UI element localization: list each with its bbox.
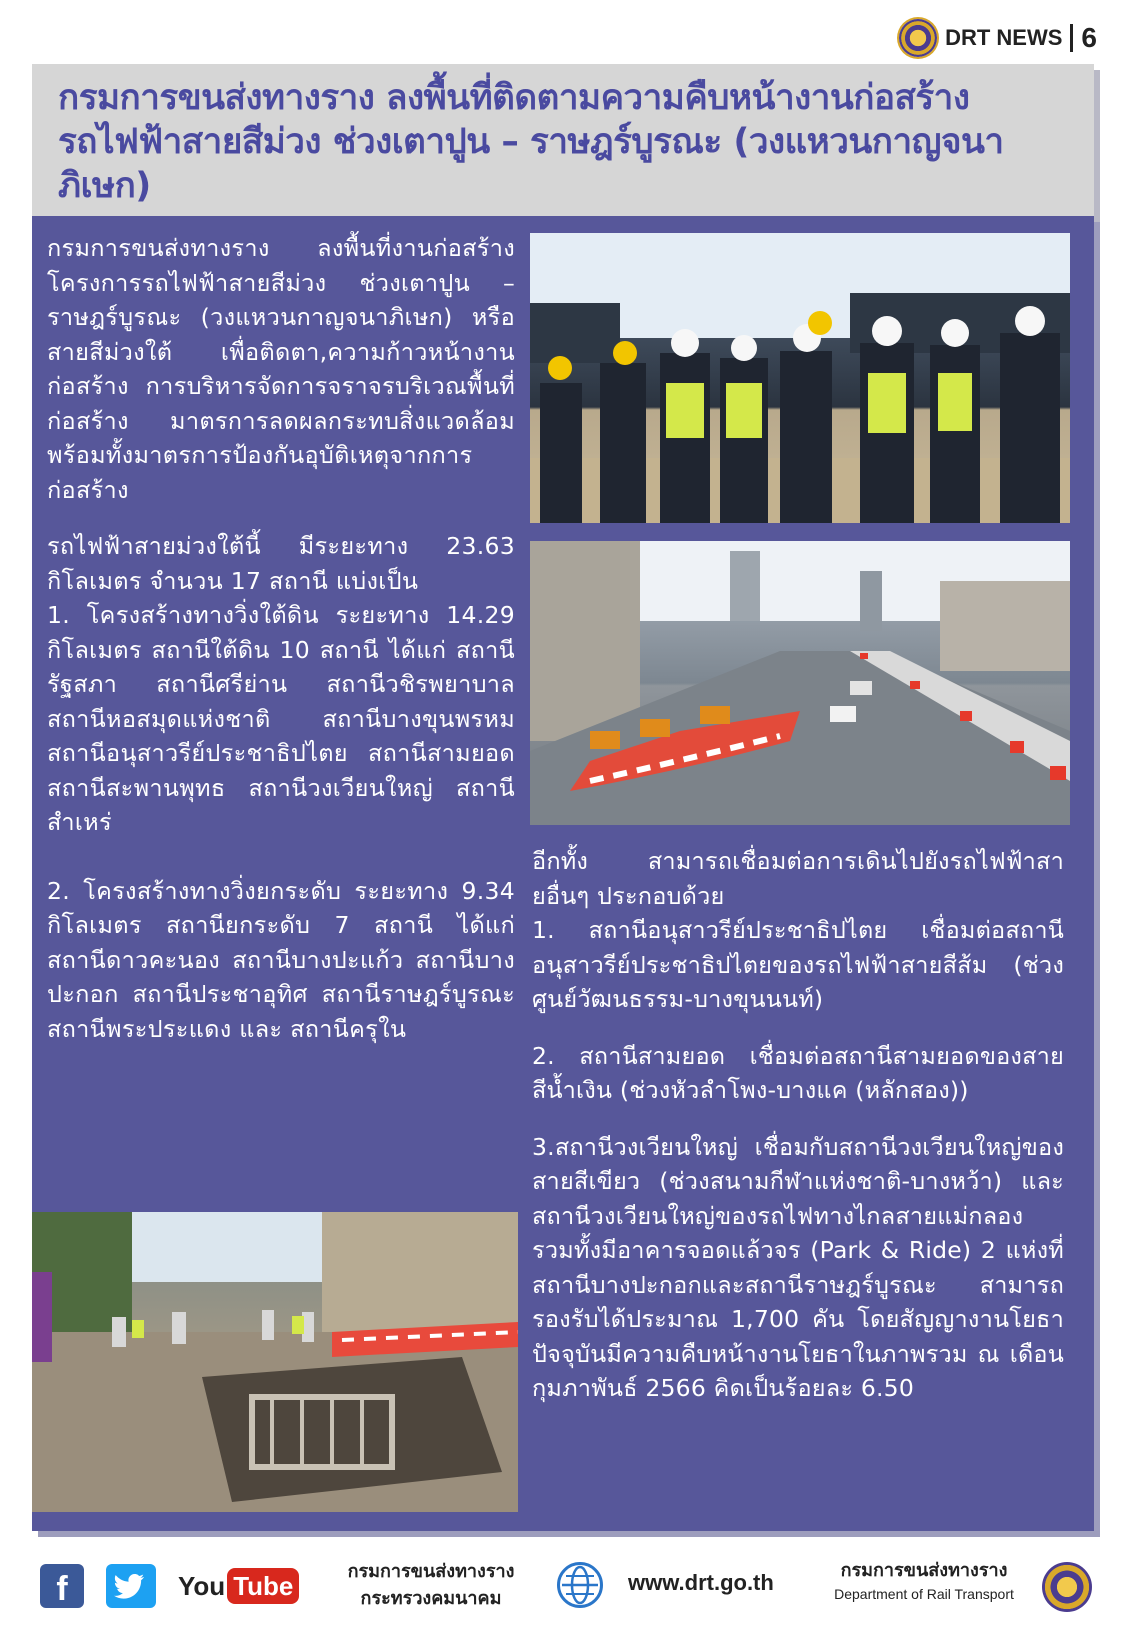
globe-icon: [557, 1562, 603, 1608]
article-title: กรมการขนส่งทางราง ลงพื้นที่ติดตามความคืบหน้างานก่อสร้างรถไฟฟ้าสายสีม่วง ช่วงเตาปูน – ราษฎร์บูรณะ (วงแหวนกาญจนาภิเษก): [58, 78, 1004, 206]
page-footer: [0, 1548, 1125, 1625]
divider: [1070, 24, 1073, 52]
footer-department: [810, 1558, 1038, 1604]
brand-label: DRT NEWS: [945, 25, 1063, 50]
facebook-icon[interactable]: f: [40, 1564, 84, 1608]
right-column: [532, 844, 1064, 1406]
connections-intro: อีกทั้ง สามารถเชื่อมต่อการเดินไปยังรถไฟฟ้าสายอื่นๆ ประกอบด้วย: [532, 847, 1064, 910]
youtube-logo-tube: Tube: [227, 1568, 299, 1604]
list-item: 3.สถานีวงเวียนใหญ่ เชื่อมกับสถานีวงเวียนใหญ่ของสายสีเขียว (ช่วงสนามกีฬาแห่งชาติ-บางหว้า) และสถานีวงเวียนใหญ่ของรถไฟทางไกลสายแม่กลอง รวมทั้งมีอาคารจอดแล้วจร (Park & Ride) 2 แห่งที่สถานีบางปะกอกและสถานีราษฎร์บูรณะ สามารถรองรับได้ประมาณ 1,700 คัน โดยสัญญางานโยธา ปัจจุบันมีความคืบหน้างานโยธาในภาพรวม ณ เดือนกุมภาพันธ์ 2566 คิดเป็นร้อยละ 6.50: [532, 1132, 1064, 1402]
youtube-logo-text: You: [178, 1570, 226, 1601]
title-box: [32, 64, 1094, 216]
intro-paragraph: กรมการขนส่งทางราง ลงพื้นที่งานก่อสร้างโครงการรถไฟฟ้าสายสีม่วง ช่วงเตาปูน – ราษฎร์บูรณะ (วงแหวนกาญจนาภิเษก) หรือ สายสีม่วงใต้ เพื่อติดตา,ความก้าวหน้างานก่อสร้าง การบริหารจัดการจราจรบริเวณพื้นที่ก่อสร้าง มาตรการลดผลกระทบสิ่งแวดล้อม พร้อมทั้งมาตรการป้องกันอุบัติเหตุจากการก่อสร้าง: [47, 234, 515, 504]
drt-seal-icon: [899, 19, 937, 57]
drt-seal-icon: [1042, 1562, 1092, 1612]
twitter-icon[interactable]: [106, 1564, 156, 1608]
page-number: 6: [1081, 22, 1097, 53]
youtube-logo[interactable]: [178, 1566, 299, 1606]
footer-org: [320, 1558, 542, 1612]
footer-ministry-name: กระทรวงคมนาคม: [360, 1588, 502, 1609]
footer-org-name: กรมการขนส่งทางราง: [347, 1561, 515, 1582]
photo-officials-on-site: [530, 233, 1070, 523]
left-column: [47, 231, 515, 1046]
list-item: 1. สถานีอนุสาวรีย์ประชาธิปไตย เชื่อมต่อสถานีอนุสาวรีย์ประชาธิปไตยของรถไฟฟ้าสายสีส้ม (ช่วงศูนย์วัฒนธรรม-บางขุนนนท์): [532, 916, 1064, 1013]
photo-excavation-site: [32, 1212, 518, 1512]
page-header: [899, 18, 1097, 58]
list-item: 2. โครงสร้างทางวิ่งยกระดับ ระยะทาง 9.34 กิโลเมตร สถานียกระดับ 7 สถานี ได้แก่ สถานีดาวคะนอง สถานีบางปะแก้ว สถานีบางปะกอก สถานีประชาอุทิศ สถานีราษฎร์บูรณะ สถานีพระประแดง และ สถานีครุใน: [47, 876, 515, 1043]
website-link[interactable]: www.drt.go.th: [628, 1570, 774, 1595]
department-name-th: กรมการขนส่งทางราง: [840, 1560, 1008, 1581]
photo-road-construction-barriers: [530, 541, 1070, 825]
summary-paragraph: รถไฟฟ้าสายม่วงใต้นี้ มีระยะทาง 23.63 กิโลเมตร จำนวน 17 สถานี แบ่งเป็น: [47, 532, 515, 595]
list-item: 1. โครงสร้างทางวิ่งใต้ดิน ระยะทาง 14.29 กิโลเมตร สถานีใต้ดิน 10 สถานี ได้แก่ สถานีรัฐสภา สถานีศรีย่าน สถานีวชิรพยาบาล สถานีหอสมุดแห่งชาติ สถานีบางขุนพรหม สถานีอนุสาวรีย์ประชาธิปไตย สถานีสามยอด สถานีสะพานพุทธ สถานีวงเวียนใหญ่ สถานีสำเหร่: [47, 601, 515, 836]
list-item: 2. สถานีสามยอด เชื่อมต่อสถานีสามยอดของสายสีน้ำเงิน (ช่วงหัวลำโพง-บางแค (หลักสอง)): [532, 1041, 1064, 1104]
department-name-en: Department of Rail Transport: [834, 1586, 1014, 1602]
